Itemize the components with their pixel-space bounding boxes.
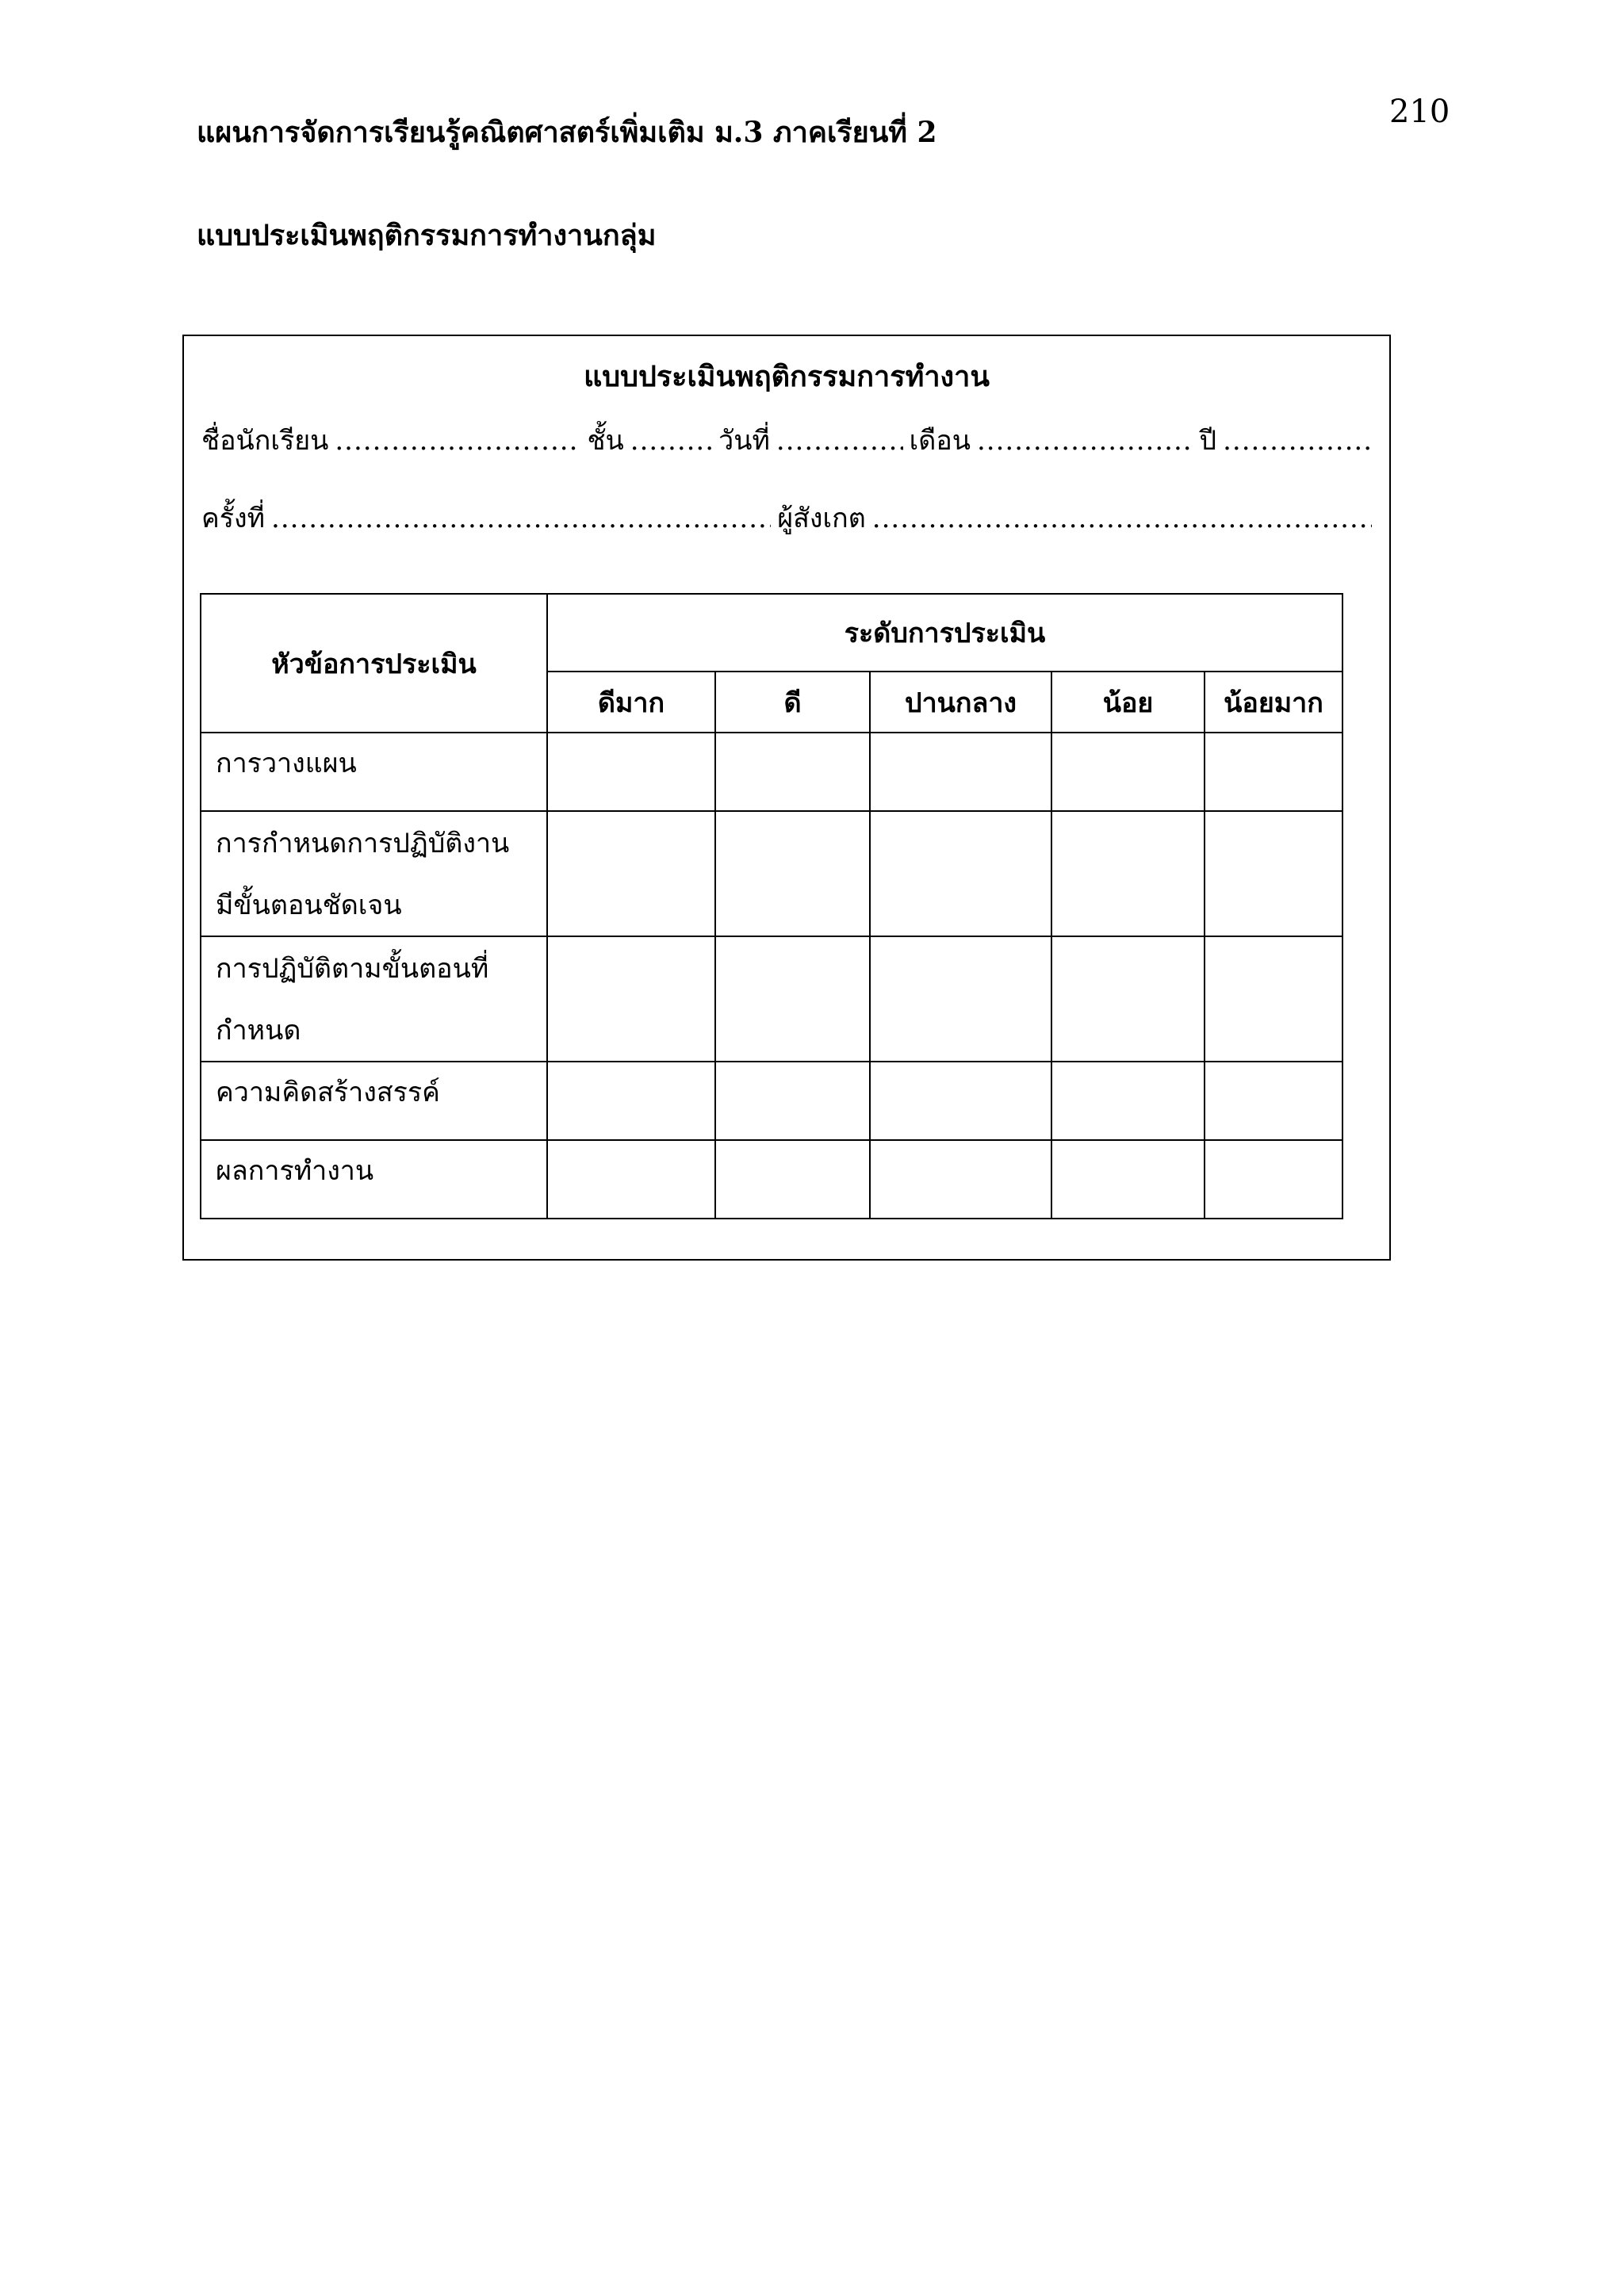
row-topic: ความคิดสร้างสรรค์ <box>201 1062 547 1140</box>
session-label: ครั้งที่ <box>201 503 266 534</box>
table-row <box>201 733 1342 811</box>
row-topic: ผลการทำงาน <box>201 1140 547 1219</box>
rating-cell[interactable] <box>1205 936 1342 1062</box>
date-label: วันที่ <box>718 425 770 457</box>
rating-cell[interactable] <box>1205 733 1342 811</box>
table-row <box>201 1062 1342 1140</box>
rating-cell[interactable] <box>715 811 870 936</box>
rating-cell[interactable] <box>547 1062 715 1140</box>
form-title: แบบประเมินพฤติกรรมการทำงาน <box>584 360 990 393</box>
observer-label: ผู้สังเกต <box>777 503 866 534</box>
year-label: ปี <box>1199 425 1217 457</box>
row-topic-line: กำหนด <box>216 1015 301 1047</box>
rating-cell[interactable] <box>1051 1062 1205 1140</box>
topic-header: หัวข้อการประเมิน <box>201 594 547 733</box>
level-low: น้อย <box>1051 672 1205 733</box>
info-line-1 <box>201 419 1372 461</box>
rating-cell[interactable] <box>870 1062 1051 1140</box>
rating-cell[interactable] <box>870 811 1051 936</box>
rating-cell[interactable] <box>1205 1062 1342 1140</box>
rating-cell[interactable] <box>547 1140 715 1219</box>
rating-cell[interactable] <box>547 733 715 811</box>
rating-cell[interactable] <box>1051 733 1205 811</box>
level-very-good: ดีมาก <box>547 672 715 733</box>
row-topic-line: มีขั้นตอนชัดเจน <box>216 890 402 921</box>
row-topic-line: การกำหนดการปฏิบัติงาน <box>216 828 510 859</box>
evaluation-table <box>200 593 1343 1219</box>
table-row <box>201 936 1342 1062</box>
row-topic: การวางแผน <box>201 733 547 811</box>
row-topic-line: การปฏิบัติตามขั้นตอนที่ <box>216 953 489 985</box>
rating-cell[interactable] <box>1205 1140 1342 1219</box>
rating-cell[interactable] <box>1051 1140 1205 1219</box>
level-good: ดี <box>715 672 870 733</box>
rating-cell[interactable] <box>1051 811 1205 936</box>
month-label: เดือน <box>909 425 971 457</box>
rating-cell[interactable] <box>1051 936 1205 1062</box>
rating-cell[interactable] <box>715 1062 870 1140</box>
rating-cell[interactable] <box>547 936 715 1062</box>
rating-cell[interactable] <box>870 936 1051 1062</box>
year-blank[interactable] <box>1223 425 1372 457</box>
level-moderate: ปานกลาง <box>870 672 1051 733</box>
rating-cell[interactable] <box>870 1140 1051 1219</box>
rating-cell[interactable] <box>1205 811 1342 936</box>
rating-cell[interactable] <box>715 1140 870 1219</box>
table-row <box>201 1140 1342 1219</box>
info-line-2 <box>201 496 1372 539</box>
table-row <box>201 811 1342 936</box>
class-label: ชั้น <box>587 425 624 457</box>
form-heading: แบบประเมินพฤติกรรมการทำงานกลุ่ม <box>197 219 657 252</box>
rating-cell[interactable] <box>547 811 715 936</box>
row-topic <box>201 936 547 1062</box>
level-very-low: น้อยมาก <box>1205 672 1342 733</box>
evaluation-form-box <box>182 335 1391 1261</box>
observer-blank[interactable] <box>872 503 1372 534</box>
class-blank[interactable] <box>630 425 712 457</box>
student-name-label: ชื่อนักเรียน <box>201 425 329 457</box>
date-blank[interactable] <box>776 425 903 457</box>
session-blank[interactable] <box>271 503 771 534</box>
page-number: 210 <box>1389 94 1450 130</box>
row-topic <box>201 811 547 936</box>
level-header: ระดับการประเมิน <box>547 594 1342 672</box>
document-header: แผนการจัดการเรียนรู้คณิตศาสตร์เพิ่มเติม ม.3 ภาคเรียนที่ 2 <box>197 116 937 149</box>
month-blank[interactable] <box>977 425 1193 457</box>
rating-cell[interactable] <box>715 733 870 811</box>
student-name-blank[interactable] <box>335 425 580 457</box>
rating-cell[interactable] <box>870 733 1051 811</box>
rating-cell[interactable] <box>715 936 870 1062</box>
